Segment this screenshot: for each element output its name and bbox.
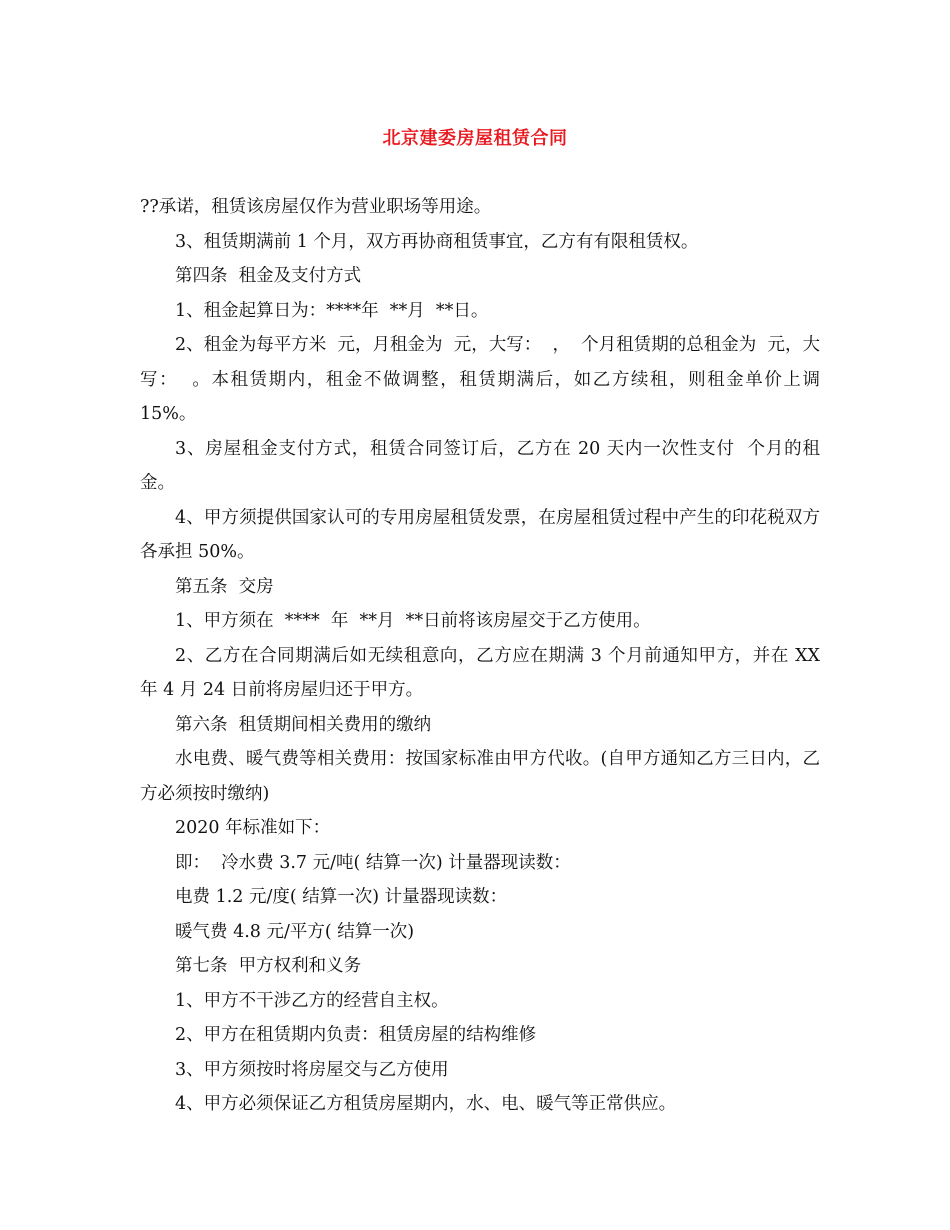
paragraph: 即： 冷水费 3.7 元/吨( 结算一次) 计量器现读数： [175,852,571,873]
paragraph: 4、甲方须提供国家认可的专用房屋租赁发票，在房屋租赁过程中产生的印花税双方各承担 50%。 [140,507,820,562]
paragraph: 1、甲方须在 **** 年 **月 **日前将该房屋交于乙方使用。 [175,611,651,631]
paragraph: 4、甲方必须保证乙方租赁房屋期内，水、电、暖气等正常供应。 [175,1094,677,1114]
paragraph: 1、租金起算日为：****年 **月 **日。 [175,300,489,321]
paragraph: 3、租赁期满前 1 个月，双方再协商租赁事宜，乙方有有限租赁权。 [175,231,699,252]
section-heading: 第六条 租赁期间相关费用的缴纳 [175,714,432,735]
paragraph: 1、甲方不干涉乙方的经营自主权。 [175,990,449,1011]
paragraph: 3、甲方须按时将房屋交与乙方使用 [175,1059,449,1080]
paragraph: ??承诺，租赁该房屋仅作为营业职场等用途。 [140,197,492,217]
paragraph: 2、租金为每平方米 元，月租金为 元，大写： ， 个月租赁期的总租金为 元，大写： 。本租赁期内，租金不做调整，租赁期满后，如乙方续租，则租金单价上调 15%。 [140,335,826,424]
paragraph: 水电费、暖气费等相关费用：按国家标准由甲方代收。(自甲方通知乙方三日内，乙方必须按时缴纳) [140,749,820,804]
paragraph: 2、乙方在合同期满后如无续租意向，乙方应在期满 3 个月前通知甲方，并在 XX 年 4 月 24 日前将房屋归还于甲方。 [140,645,826,700]
section-heading: 第五条 交房 [175,576,274,597]
paragraph: 电费 1.2 元/度( 结算一次) 计量器现读数： [175,887,508,907]
paragraph: 暖气费 4.8 元/平方( 结算一次) [175,921,415,942]
document-body [140,190,826,1122]
paragraph: 3、房屋租金支付方式，租赁合同签订后，乙方在 20 天内一次性支付 个月的租金。 [140,438,820,493]
document-title: 北京建委房屋租赁合同 [382,128,568,149]
paragraph: 2020 年标准如下： [175,818,331,838]
section-heading: 第七条 甲方权利和义务 [175,956,362,976]
paragraph: 2、甲方在租赁期内负责：租赁房屋的结构维修 [175,1025,537,1045]
section-heading: 第四条 租金及支付方式 [175,266,362,286]
